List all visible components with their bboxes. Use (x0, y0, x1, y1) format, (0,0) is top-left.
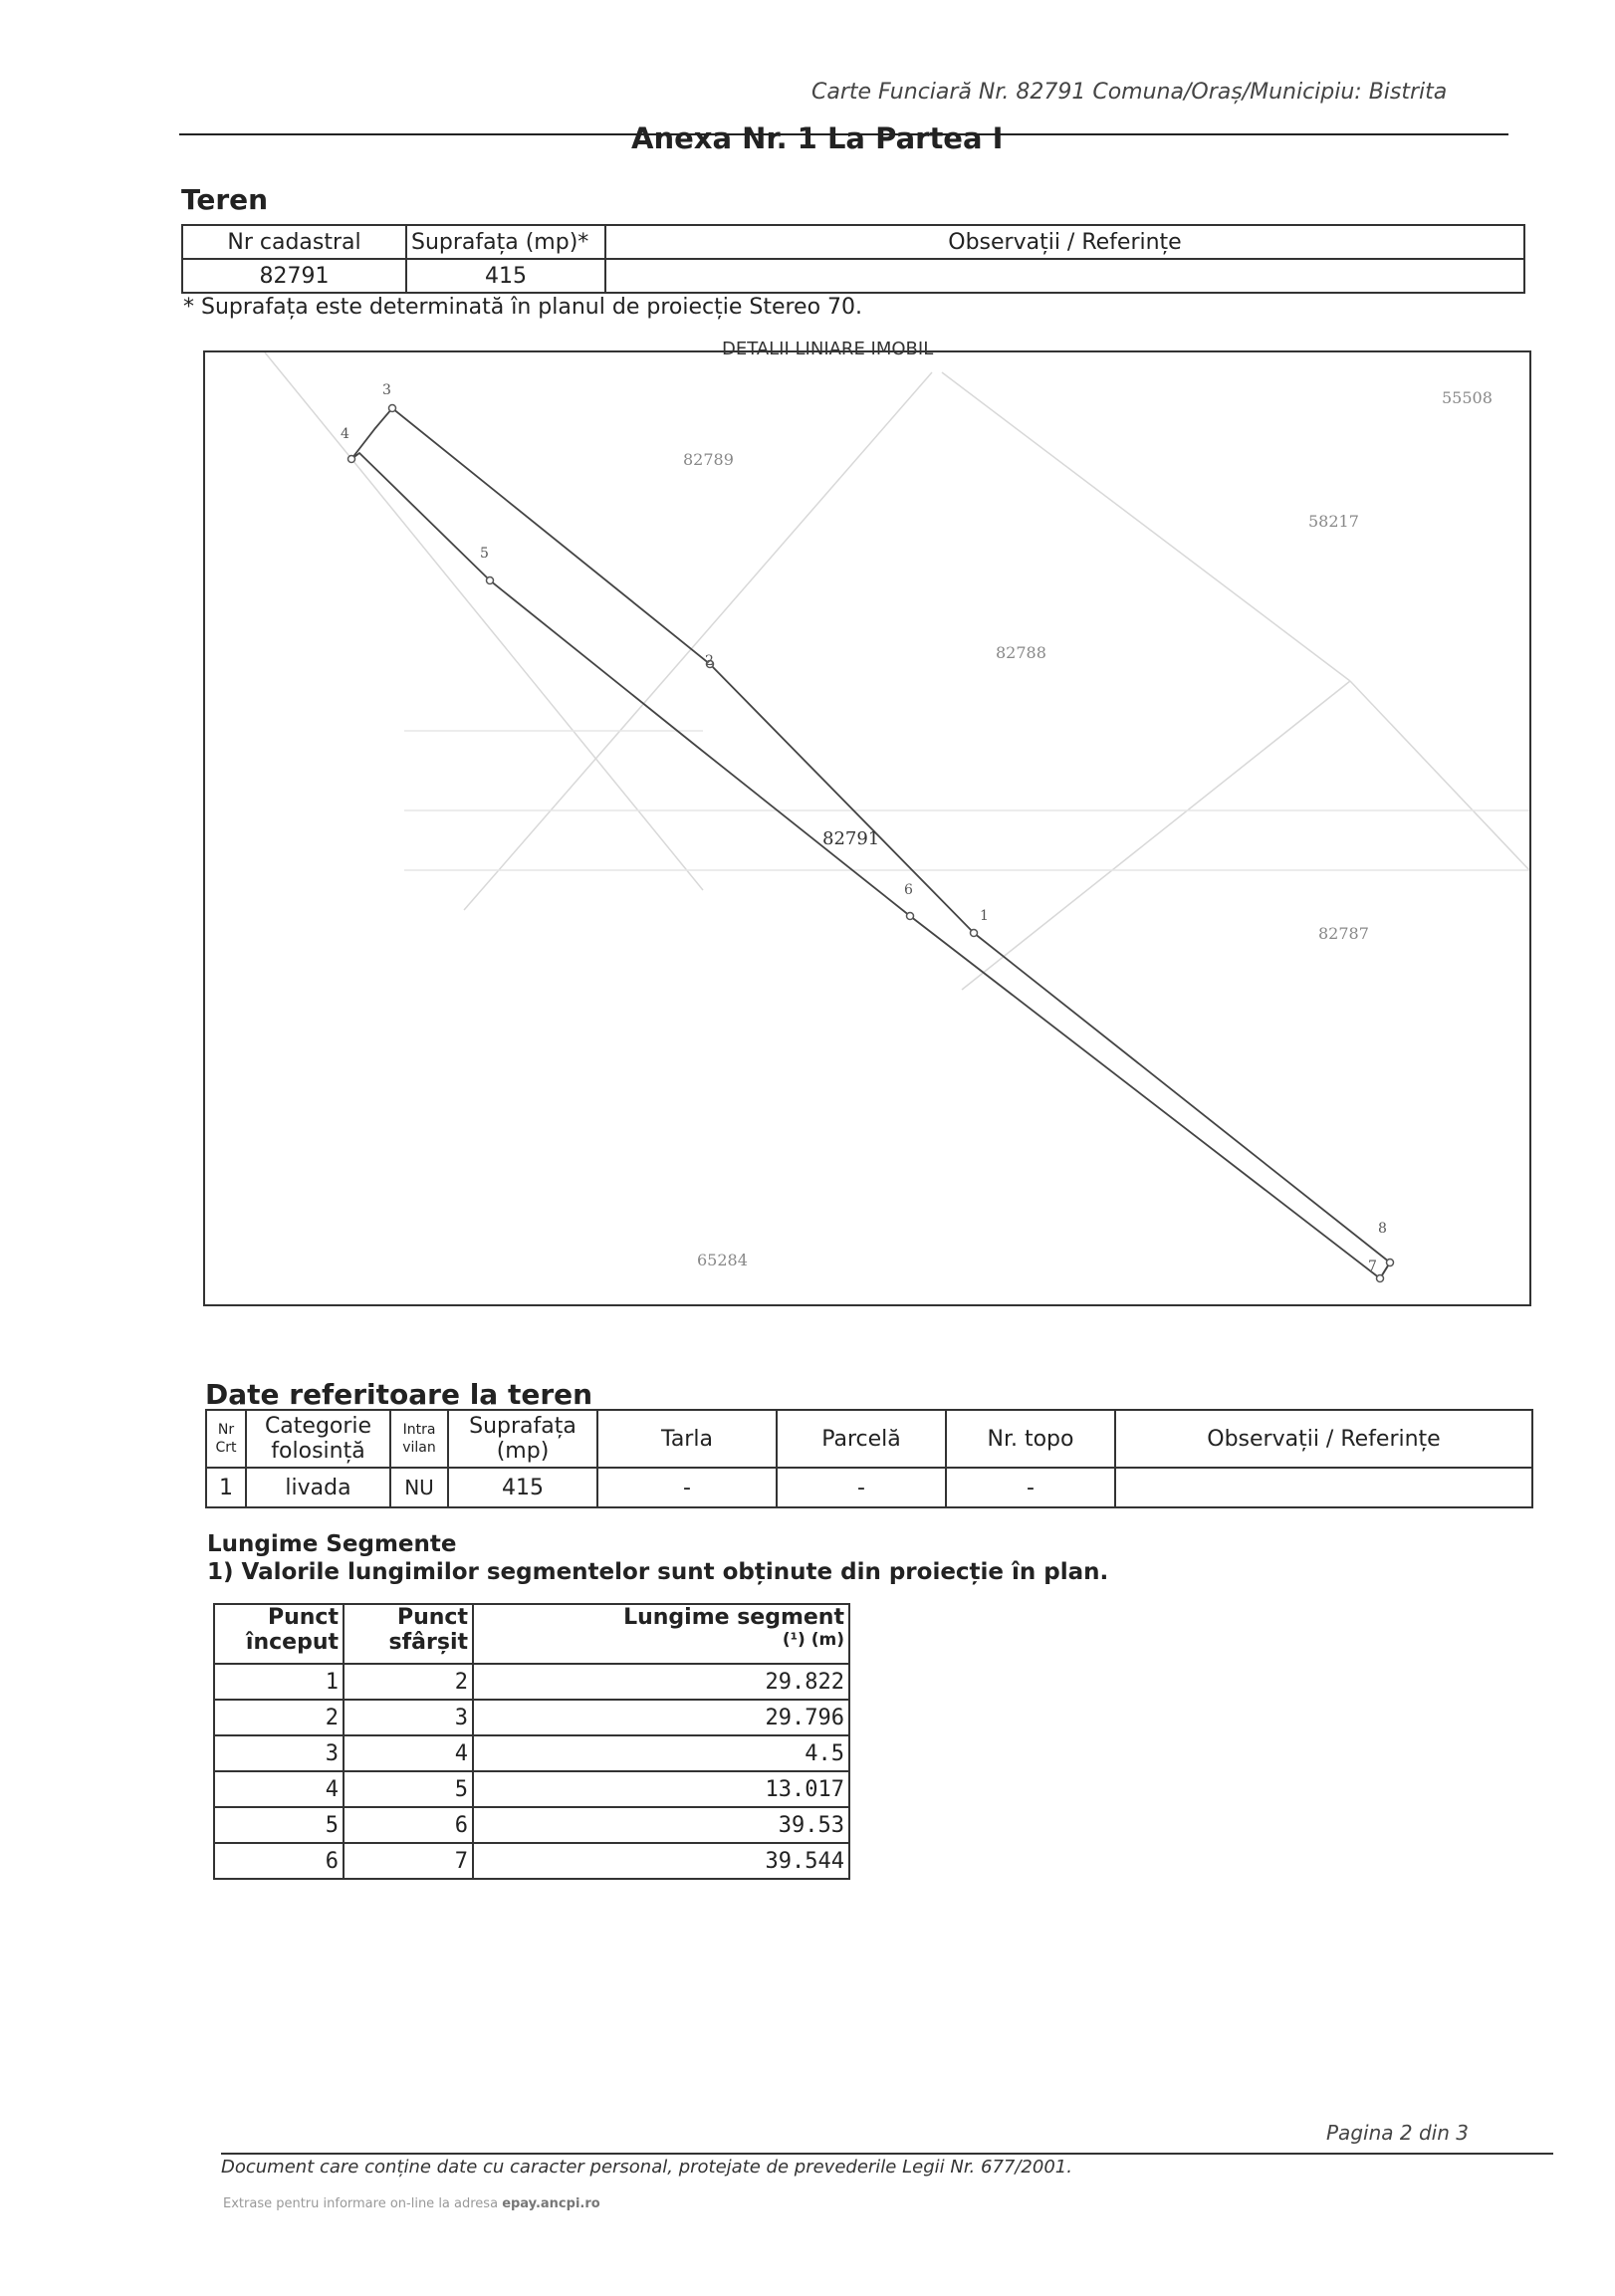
date-teren-title: Date referitoare la teren (205, 1378, 593, 1411)
col-nr-cadastral: Nr cadastral (182, 225, 406, 259)
vertex-1 (971, 930, 978, 937)
col-end-label-1: Punct (396, 1605, 468, 1630)
cell-nr: 1 (206, 1468, 246, 1507)
cell-observatii (605, 259, 1524, 293)
table-header-row (206, 1410, 1532, 1468)
cell-start: 6 (214, 1843, 344, 1879)
col-start-point (214, 1604, 344, 1664)
parcel-label: 55508 (1442, 388, 1493, 407)
point-label: 8 (1378, 1221, 1387, 1237)
extract-notice (223, 2196, 600, 2211)
neighbor-line (962, 681, 1350, 990)
col-tarla: Tarla (597, 1410, 777, 1468)
cell-start: 2 (214, 1700, 344, 1735)
cell-tarla: - (597, 1468, 777, 1507)
footer-rule (221, 2153, 1553, 2155)
col-observatii: Observații / Referințe (1115, 1410, 1532, 1468)
cell-topo: - (946, 1468, 1115, 1507)
surface-footnote: * Suprafața este determinată în planul de proiecție Stereo 70. (183, 295, 863, 320)
neighbor-line (942, 372, 1350, 681)
col-intra-label-2: vilan (402, 1440, 436, 1456)
col-start-label-2: început (245, 1630, 339, 1655)
vertex-3 (389, 405, 396, 412)
table-row (214, 1700, 849, 1735)
col-length-label-1: Lungime segment (623, 1605, 844, 1630)
table-row (214, 1735, 849, 1771)
cell-end: 2 (344, 1664, 473, 1700)
col-nr-label: Nr (217, 1422, 235, 1438)
cell-length: 39.53 (473, 1807, 849, 1843)
point-label: 7 (1368, 1259, 1377, 1274)
cell-start: 3 (214, 1735, 344, 1771)
teren-section-title: Teren (181, 183, 269, 216)
col-parcela: Parcelă (777, 1410, 946, 1468)
col-intra-label-1: Intra (402, 1422, 436, 1438)
parcel-plan (203, 350, 1531, 1306)
col-categorie-label-2: folosință (271, 1439, 365, 1464)
table-row (214, 1807, 849, 1843)
cell-parcela: - (777, 1468, 946, 1507)
annex-title: Anexa Nr. 1 La Partea I (631, 121, 1004, 155)
segments-note: 1) Valorile lungimilor segmentelor sunt obținute din proiecție în plan. (207, 1559, 1109, 1585)
table-row (206, 1468, 1532, 1507)
cell-length: 39.544 (473, 1843, 849, 1879)
parcel-label: 82787 (1318, 924, 1369, 943)
table-row (214, 1843, 849, 1879)
col-categorie-label-1: Categorie (264, 1414, 372, 1439)
segments-table (213, 1603, 850, 1880)
col-topo: Nr. topo (946, 1410, 1115, 1468)
point-label: 6 (904, 882, 913, 898)
plan-title: DETALII LINIARE IMOBIL (722, 339, 934, 359)
vertex-6 (907, 913, 914, 920)
col-length (473, 1604, 849, 1664)
point-label: 3 (382, 382, 391, 398)
cell-length: 4.5 (473, 1735, 849, 1771)
point-label: 4 (341, 426, 349, 442)
cell-length: 13.017 (473, 1771, 849, 1807)
teren-table (181, 224, 1525, 294)
neighbor-line (265, 352, 703, 890)
neighbor-lines (265, 352, 1529, 990)
cell-suprafata: 415 (448, 1468, 597, 1507)
point-label: 5 (480, 546, 489, 562)
parcel-label: 82789 (683, 450, 734, 469)
col-length-label-2: (¹) (m) (782, 1630, 844, 1650)
col-end-point (344, 1604, 473, 1664)
point-label: 2 (705, 653, 714, 669)
privacy-notice: Document care conține date cu caracter personal, protejate de prevederile Legii Nr. 677/2001. (221, 2157, 1072, 2178)
registry-header: Carte Funciară Nr. 82791 Comuna/Oraș/Municipiu: Bistrita (811, 80, 1448, 105)
cell-nr-cadastral: 82791 (182, 259, 406, 293)
cell-end: 4 (344, 1735, 473, 1771)
page-number: Pagina 2 din 3 (1326, 2121, 1469, 2145)
table-row (182, 259, 1524, 293)
extract-site-link[interactable]: epay.ancpi.ro (502, 2196, 600, 2211)
parcel-label-main: 82791 (822, 828, 880, 849)
cell-observatii (1115, 1468, 1532, 1507)
table-row (214, 1771, 849, 1807)
neighbor-line (1350, 681, 1529, 870)
cell-suprafata: 415 (406, 259, 605, 293)
cell-end: 3 (344, 1700, 473, 1735)
col-end-label-2: sfârșit (388, 1630, 468, 1655)
cell-end: 6 (344, 1807, 473, 1843)
col-suprafata-label-1: Suprafața (469, 1414, 577, 1439)
parcel-label: 82788 (996, 643, 1046, 662)
vertex-5 (487, 577, 494, 584)
extract-prefix: Extrase pentru informare on-line la adresa (223, 2196, 499, 2211)
col-nr-crt (206, 1410, 246, 1468)
cell-end: 5 (344, 1771, 473, 1807)
vertex-8 (1387, 1260, 1394, 1266)
col-observatii: Observații / Referințe (605, 225, 1524, 259)
col-suprafata-label-2: (mp) (496, 1439, 550, 1464)
cell-categorie: livada (246, 1468, 390, 1507)
cell-length: 29.796 (473, 1700, 849, 1735)
cell-start: 5 (214, 1807, 344, 1843)
table-header-row (182, 225, 1524, 259)
date-teren-table (205, 1409, 1533, 1508)
col-suprafata (448, 1410, 597, 1468)
col-categorie (246, 1410, 390, 1468)
cell-end: 7 (344, 1843, 473, 1879)
vertex-4 (348, 456, 355, 463)
table-row (214, 1664, 849, 1700)
col-intravilan (390, 1410, 448, 1468)
cell-intravilan: NU (390, 1468, 448, 1507)
segments-title: Lungime Segmente (207, 1531, 457, 1557)
col-start-label-1: Punct (267, 1605, 339, 1630)
parcel-label: 58217 (1308, 512, 1359, 531)
cell-length: 29.822 (473, 1664, 849, 1700)
vertex-7 (1377, 1275, 1384, 1282)
cell-start: 4 (214, 1771, 344, 1807)
parcel-label: 65284 (697, 1251, 748, 1269)
col-suprafata: Suprafața (mp)* (406, 225, 605, 259)
col-crt-label: Crt (215, 1440, 237, 1456)
cell-start: 1 (214, 1664, 344, 1700)
table-header-row (214, 1604, 849, 1664)
point-label: 1 (980, 908, 989, 924)
